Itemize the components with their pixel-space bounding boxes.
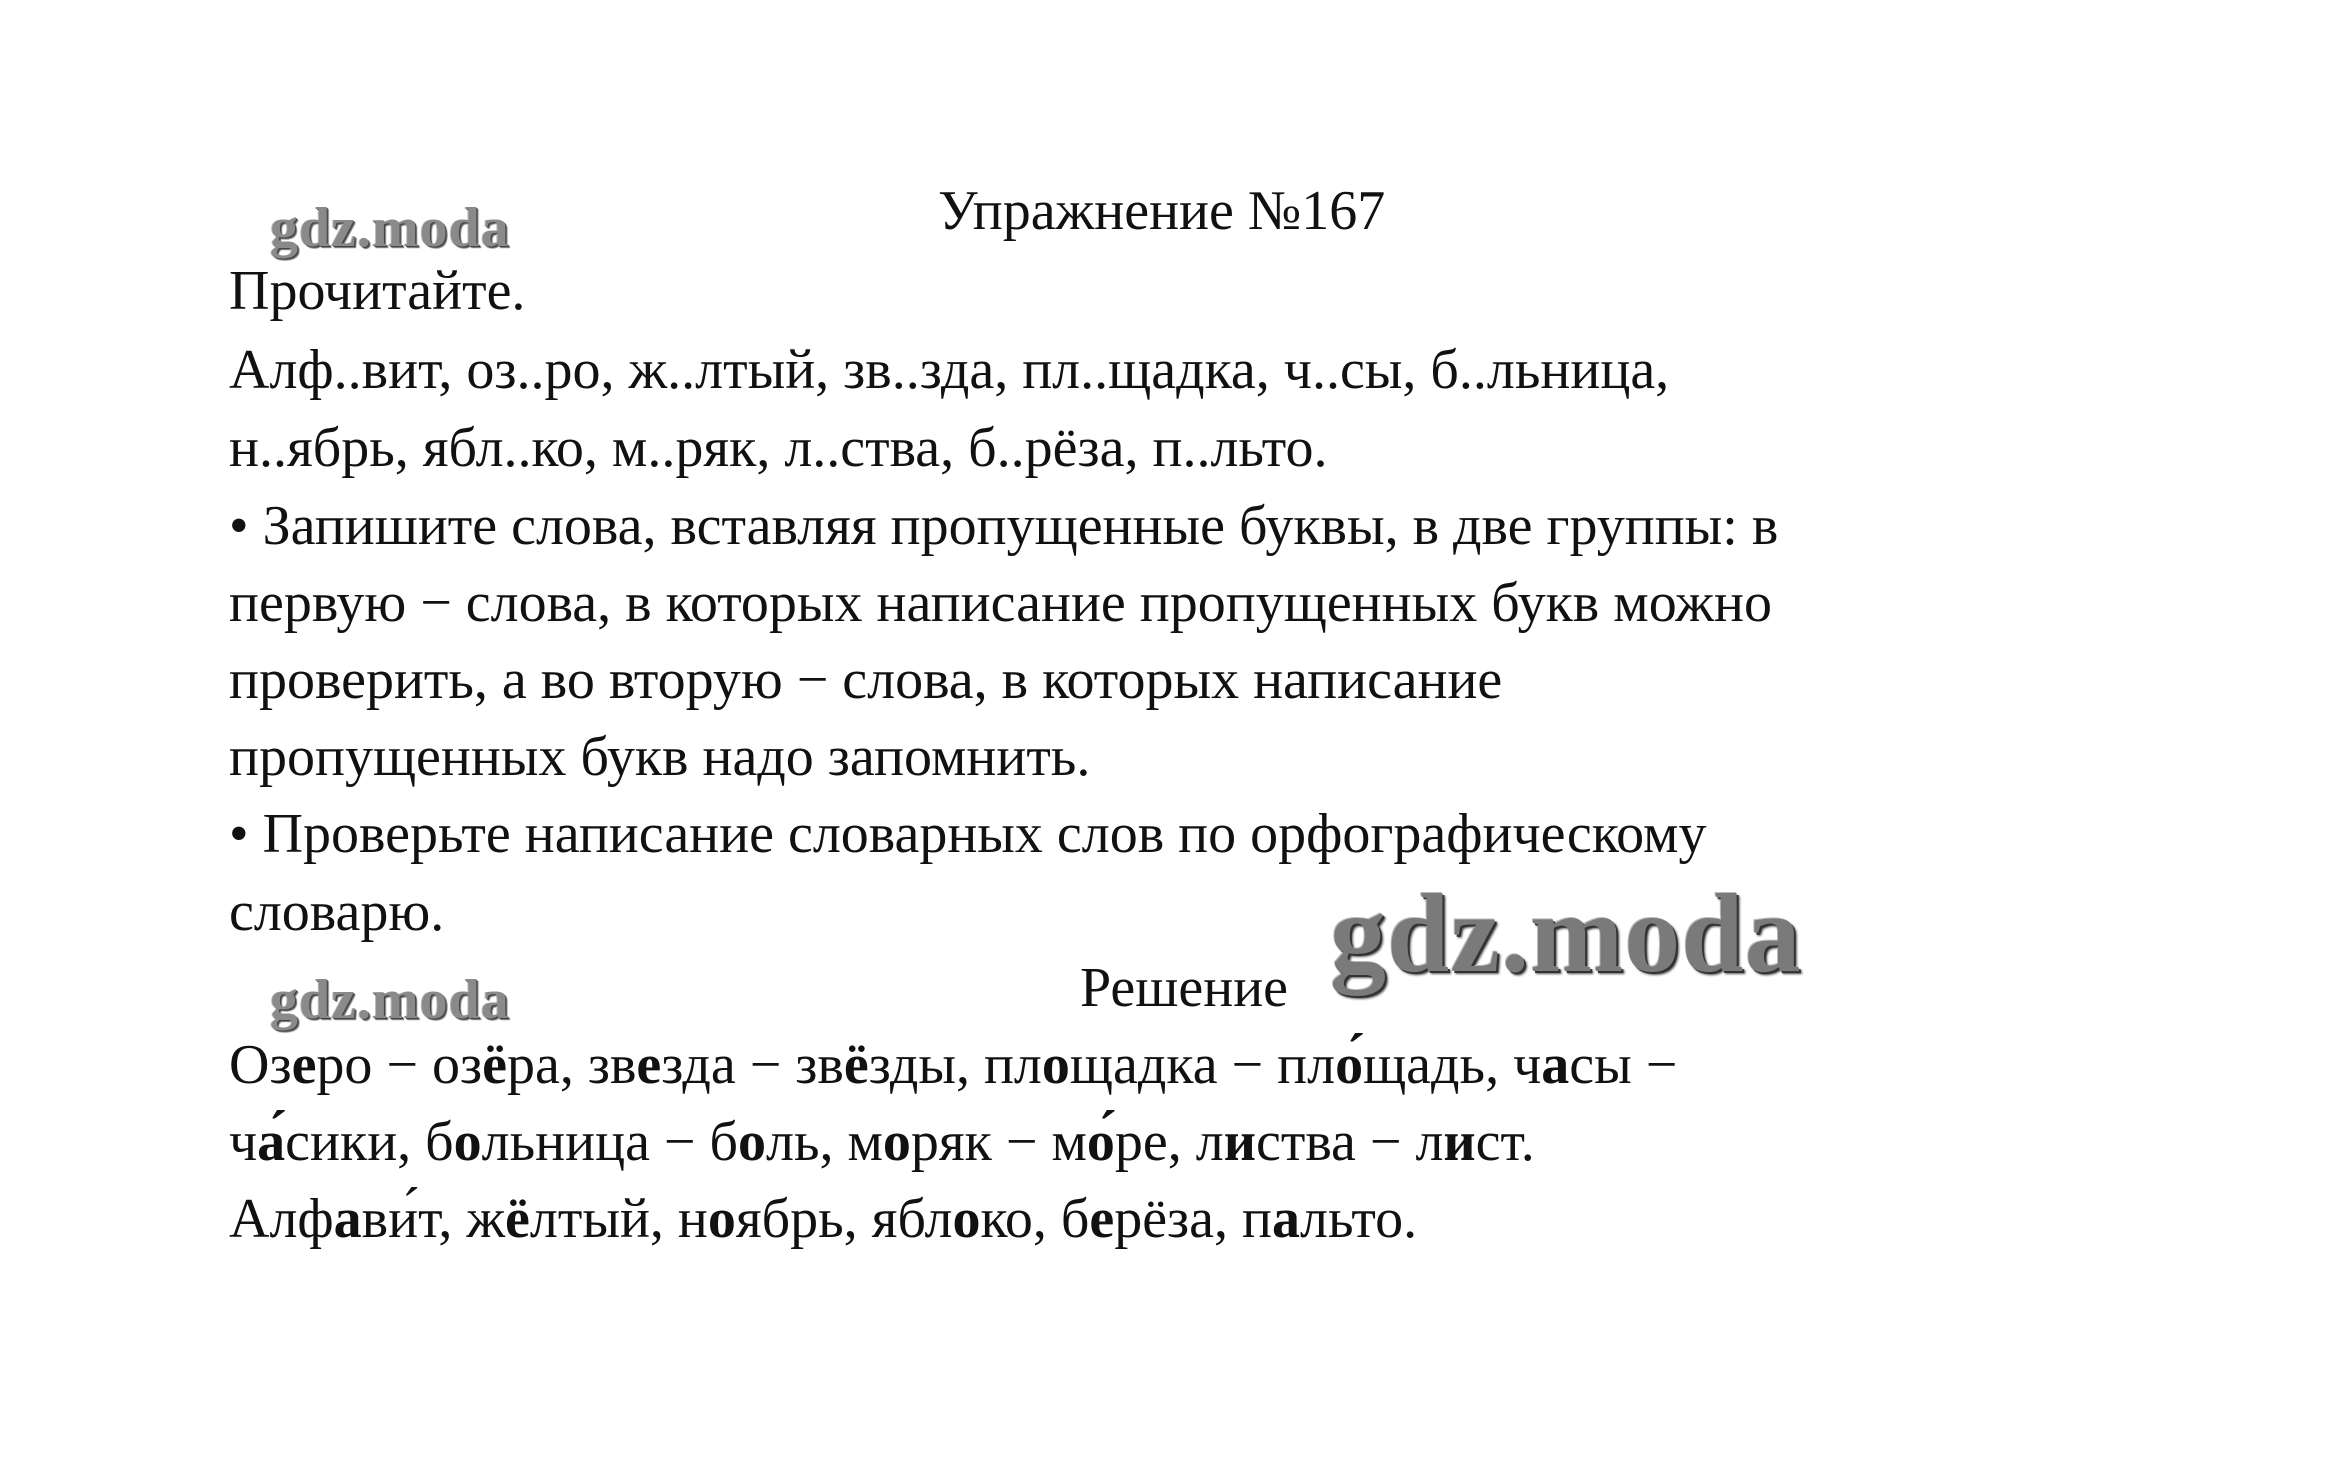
exercise-title: Упражнение №167: [938, 180, 1386, 242]
text-fragment: ко, б: [980, 1188, 1090, 1250]
text-fragment: лтый, н: [529, 1188, 708, 1250]
watermark-logo-middle: gdz.moda: [270, 969, 510, 1031]
text-fragment: зды, пл: [868, 1034, 1042, 1096]
text-fragment: ябрь, ябл: [735, 1188, 953, 1250]
solution-line-2: [229, 1111, 1535, 1173]
task-line: н..ябрь, ябл..ко, м..ряк, л..ства, б..рёза, п..льто.: [229, 417, 1328, 479]
highlighted-letter: ё: [505, 1188, 530, 1250]
text-fragment: щадка − пл: [1069, 1034, 1336, 1096]
task-line: проверить, а во вторую − слова, в которых написание: [229, 649, 1503, 711]
task-line: словарю.: [229, 881, 445, 943]
highlighted-letter: а: [1541, 1034, 1570, 1096]
text-fragment: ре, л: [1114, 1111, 1224, 1173]
watermark-logo-large: gdz.moda: [1330, 872, 1802, 996]
text-fragment: ряк − м: [910, 1111, 1087, 1173]
text-fragment: ль, м: [766, 1111, 883, 1173]
highlighted-letter: о: [738, 1111, 766, 1173]
highlighted-letter: а: [333, 1188, 362, 1250]
text-fragment: Алф: [229, 1188, 334, 1250]
highlighted-letter: ё: [843, 1034, 869, 1096]
highlighted-letter: е: [1089, 1188, 1115, 1250]
text-fragment: ч: [229, 1111, 258, 1173]
task-line: • Запишите слова, вставляя пропущенные буквы, в две группы: в: [229, 495, 1779, 557]
highlighted-letter: о: [707, 1188, 736, 1250]
highlighted-letter: ё: [482, 1034, 507, 1096]
text-fragment: ра, зв: [506, 1034, 637, 1096]
solution-line-3: [229, 1188, 1418, 1250]
highlighted-letter: е: [636, 1034, 662, 1096]
text-fragment: ро − оз: [316, 1034, 483, 1096]
highlighted-letter: о́: [1335, 1034, 1364, 1096]
watermark-logo-top: gdz.moda: [270, 197, 510, 259]
text-fragment: ви́т, ж: [361, 1188, 506, 1250]
highlighted-letter: а́: [257, 1111, 286, 1173]
highlighted-letter: о: [453, 1111, 482, 1173]
task-line: первую − слова, в которых написание пропущенных букв можно: [229, 572, 1772, 634]
task-line: • Проверьте написание словарных слов по орфографическому: [229, 803, 1707, 865]
solution-line-1: [229, 1034, 1678, 1096]
highlighted-letter: о: [1041, 1034, 1070, 1096]
highlighted-letter: и: [1223, 1111, 1256, 1173]
text-fragment: Оз: [229, 1034, 292, 1096]
text-fragment: ства − л: [1255, 1111, 1444, 1173]
text-fragment: льто.: [1300, 1188, 1418, 1250]
text-fragment: ст.: [1475, 1111, 1535, 1173]
task-line: Прочитайте.: [229, 260, 526, 322]
text-fragment: сики, б: [285, 1111, 454, 1173]
text-fragment: зда − зв: [661, 1034, 844, 1096]
highlighted-letter: е: [291, 1034, 317, 1096]
highlighted-letter: о: [952, 1188, 981, 1250]
highlighted-letter: о: [882, 1111, 911, 1173]
highlighted-letter: о́: [1086, 1111, 1115, 1173]
solution-heading: Решение: [1080, 957, 1289, 1019]
highlighted-letter: а: [1272, 1188, 1301, 1250]
highlighted-letter: и: [1443, 1111, 1476, 1173]
text-fragment: льница − б: [481, 1111, 738, 1173]
task-line: пропущенных букв надо запомнить.: [229, 726, 1091, 788]
task-line: Алф..вит, оз..ро, ж..лтый, зв..зда, пл..щадка, ч..сы, б..льница,: [229, 339, 1670, 401]
text-fragment: щадь, ч: [1363, 1034, 1542, 1096]
text-fragment: рёза, п: [1114, 1188, 1273, 1250]
text-fragment: сы −: [1569, 1034, 1678, 1096]
